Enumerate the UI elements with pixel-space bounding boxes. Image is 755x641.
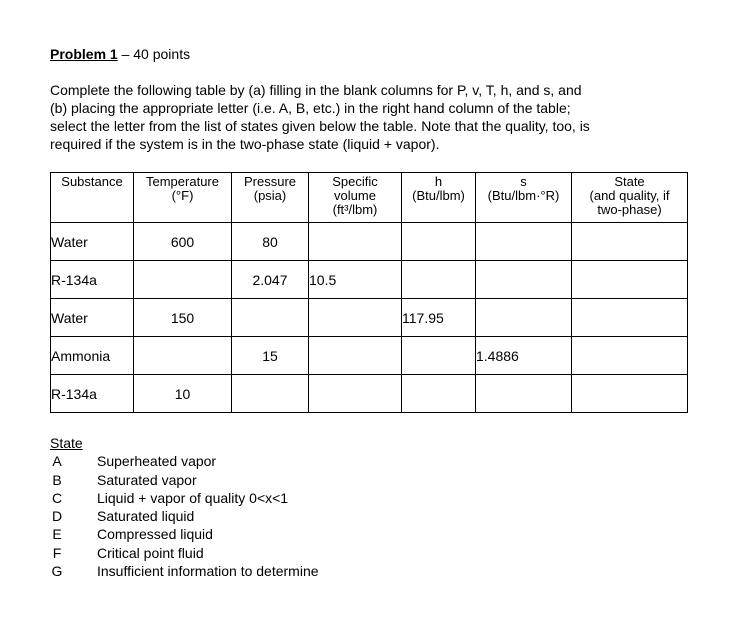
- cell-temperature[interactable]: 150: [134, 299, 232, 337]
- cell-enthalpy[interactable]: [402, 223, 476, 261]
- table-row: [51, 299, 688, 337]
- state-letter: F: [52, 544, 62, 561]
- cell-substance: R-134a: [51, 375, 134, 413]
- cell-enthalpy[interactable]: [402, 375, 476, 413]
- header-state: State (and quality, if two-phase): [572, 173, 688, 223]
- cell-pressure[interactable]: 2.047: [232, 261, 309, 299]
- problem-label: Problem 1: [50, 46, 118, 62]
- list-item: [50, 525, 319, 543]
- cell-entropy[interactable]: [476, 223, 572, 261]
- cell-pressure[interactable]: 80: [232, 223, 309, 261]
- cell-enthalpy[interactable]: [402, 261, 476, 299]
- cell-entropy[interactable]: [476, 375, 572, 413]
- state-letter: E: [52, 526, 62, 543]
- cell-state[interactable]: [572, 223, 688, 261]
- cell-state[interactable]: [572, 375, 688, 413]
- cell-state[interactable]: [572, 337, 688, 375]
- cell-entropy[interactable]: 1.4886: [476, 337, 572, 375]
- cell-temperature[interactable]: [134, 337, 232, 375]
- cell-state[interactable]: [572, 261, 688, 299]
- list-item: [50, 544, 319, 562]
- state-description: Superheated vapor: [97, 453, 217, 470]
- problem-heading: [50, 46, 190, 62]
- state-legend: [50, 434, 319, 580]
- cell-substance: R-134a: [51, 261, 134, 299]
- list-item: [50, 471, 319, 489]
- state-description: Compressed liquid: [97, 526, 213, 543]
- list-item: [50, 562, 319, 580]
- cell-volume[interactable]: 10.5: [309, 261, 402, 299]
- cell-temperature[interactable]: 10: [134, 375, 232, 413]
- instruction-line: select the letter from the list of states given below the table. Note that the quality, too, is: [50, 118, 590, 134]
- header-substance: Substance: [51, 173, 134, 223]
- state-letter: C: [51, 489, 63, 506]
- cell-enthalpy[interactable]: [402, 337, 476, 375]
- instruction-line: required if the system is in the two-phase state (liquid + vapor).: [50, 136, 440, 152]
- instruction-line: Complete the following table by (a) filling in the blank columns for P, v, T, h, and s, and: [50, 82, 582, 98]
- problem-points: – 40 points: [117, 46, 191, 62]
- table-row: [51, 337, 688, 375]
- list-item: [50, 507, 319, 525]
- state-description: Saturated liquid: [97, 508, 195, 525]
- cell-pressure[interactable]: [232, 375, 309, 413]
- cell-entropy[interactable]: [476, 261, 572, 299]
- state-legend-title: State: [50, 435, 83, 451]
- table-row: [51, 223, 688, 261]
- cell-temperature[interactable]: 600: [134, 223, 232, 261]
- list-item: [50, 452, 319, 470]
- state-letter: D: [51, 508, 63, 525]
- cell-substance: Water: [51, 223, 134, 261]
- header-pressure: Pressure (psia): [232, 173, 309, 223]
- cell-pressure[interactable]: [232, 299, 309, 337]
- header-temperature: Temperature (°F): [134, 173, 232, 223]
- state-description: Saturated vapor: [97, 471, 197, 488]
- state-letter: A: [52, 453, 62, 470]
- cell-volume[interactable]: [309, 375, 402, 413]
- instruction-line: (b) placing the appropriate letter (i.e. A, B, etc.) in the right hand column of the table;: [50, 100, 571, 116]
- list-item: [50, 489, 319, 507]
- cell-volume[interactable]: [309, 299, 402, 337]
- table-row: [51, 261, 688, 299]
- state-description: Liquid + vapor of quality 0<x<1: [97, 489, 289, 506]
- table-row: [51, 375, 688, 413]
- cell-substance: Ammonia: [51, 337, 134, 375]
- property-table: [50, 172, 688, 413]
- header-enthalpy: h (Btu/lbm): [402, 173, 476, 223]
- header-entropy: s (Btu/lbm·°R): [476, 173, 572, 223]
- state-letter: B: [52, 471, 62, 488]
- cell-temperature[interactable]: [134, 261, 232, 299]
- header-row: [51, 173, 688, 223]
- header-specific-volume: Specific volume (ft³/lbm): [309, 173, 402, 223]
- cell-state[interactable]: [572, 299, 688, 337]
- cell-pressure[interactable]: 15: [232, 337, 309, 375]
- instructions: [50, 81, 690, 153]
- state-letter: G: [51, 563, 63, 580]
- cell-enthalpy[interactable]: 117.95: [402, 299, 476, 337]
- cell-substance: Water: [51, 299, 134, 337]
- cell-entropy[interactable]: [476, 299, 572, 337]
- state-description: Insufficient information to determine: [97, 563, 319, 580]
- cell-volume[interactable]: [309, 337, 402, 375]
- cell-volume[interactable]: [309, 223, 402, 261]
- state-description: Critical point fluid: [97, 544, 204, 561]
